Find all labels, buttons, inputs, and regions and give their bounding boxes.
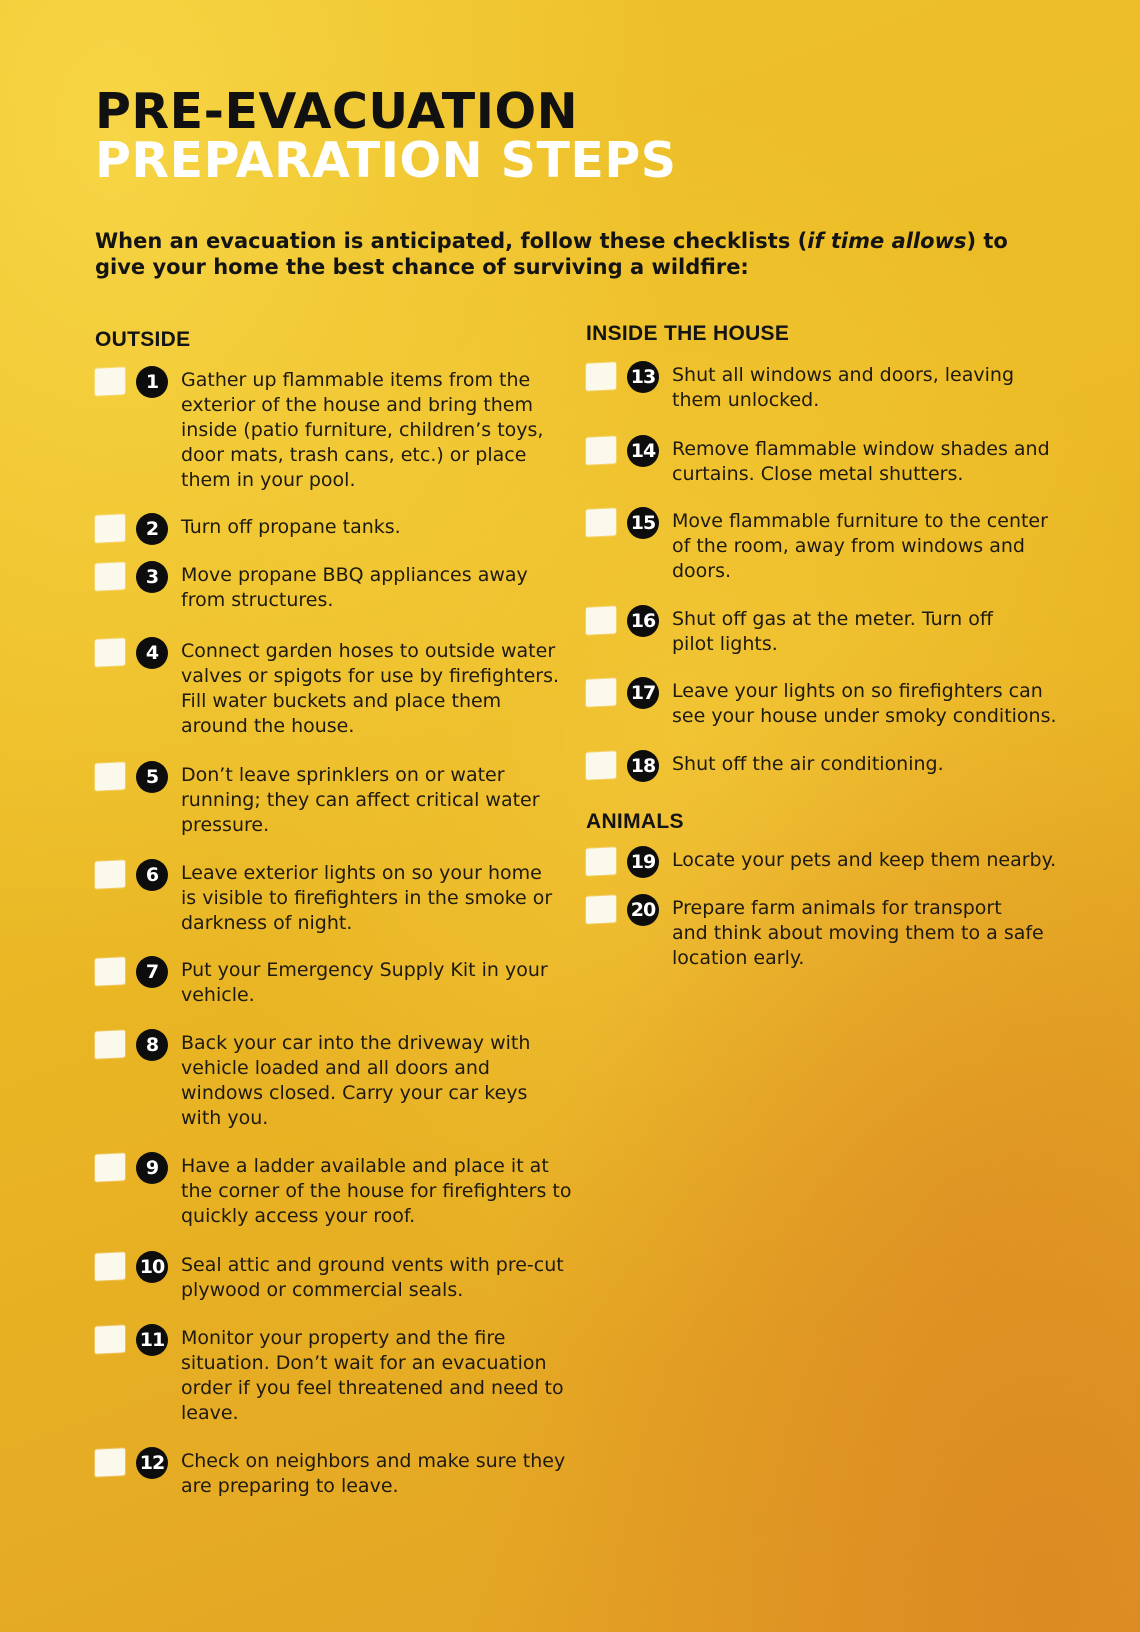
- item-number-badge: 16: [627, 605, 659, 637]
- item-number-badge: 18: [627, 750, 659, 782]
- item-text-line: around the house.: [181, 715, 355, 737]
- item-text-line: quickly access your roof.: [181, 1205, 416, 1227]
- item-text-line: from structures.: [181, 589, 334, 611]
- item-text-line: situation. Don’t wait for an evacuation: [181, 1352, 547, 1374]
- item-text-line: pressure.: [181, 814, 270, 836]
- checkbox[interactable]: [586, 362, 616, 391]
- checkbox[interactable]: [95, 514, 125, 543]
- item-text-line: them unlocked.: [672, 389, 820, 411]
- intro-text-part-1: When an evacuation is anticipated, follow these checklists (: [95, 229, 808, 253]
- item-text-line: the corner of the house for firefighters to: [181, 1180, 572, 1202]
- item-text-line: valves or spigots for use by firefighters.: [181, 665, 560, 687]
- item-text: [181, 368, 543, 493]
- checkbox[interactable]: [586, 678, 616, 707]
- item-number-badge: 6: [136, 859, 168, 891]
- item-text-line: curtains. Close metal shutters.: [672, 463, 964, 485]
- item-text-line: doors.: [672, 560, 732, 582]
- item-text-line: Prepare farm animals for transport: [672, 897, 1002, 919]
- item-number-badge: 12: [136, 1447, 168, 1479]
- checkbox[interactable]: [586, 606, 616, 635]
- item-text-line: Fill water buckets and place them: [181, 690, 502, 712]
- item-text-line: with you.: [181, 1107, 269, 1129]
- checkbox[interactable]: [95, 367, 125, 396]
- checkbox[interactable]: [95, 1448, 125, 1477]
- item-text-line: Don’t leave sprinklers on or water: [181, 764, 505, 786]
- item-number-badge: 3: [136, 561, 168, 593]
- item-number-badge: 10: [136, 1251, 168, 1283]
- item-text: [181, 1031, 530, 1131]
- checkbox[interactable]: [95, 957, 125, 986]
- item-text: [672, 848, 1056, 873]
- item-text-line: Gather up flammable items from the: [181, 369, 531, 391]
- page-title-line-2: PREPARATION STEPS: [95, 132, 677, 189]
- item-text-line: pilot lights.: [672, 633, 778, 655]
- item-text-line: them in your pool.: [181, 469, 356, 491]
- checkbox[interactable]: [95, 1153, 125, 1182]
- item-text: [672, 896, 1044, 971]
- item-number-badge: 5: [136, 761, 168, 793]
- item-text: [181, 1253, 564, 1303]
- checkbox[interactable]: [95, 638, 125, 667]
- page-title-line-1: PRE-EVACUATION: [95, 83, 579, 140]
- item-text: [672, 437, 1050, 487]
- item-text-line: Shut all windows and doors, leaving: [672, 364, 1015, 386]
- item-number-badge: 7: [136, 956, 168, 988]
- checkbox[interactable]: [586, 895, 616, 924]
- item-number-badge: 20: [627, 894, 659, 926]
- item-text-line: are preparing to leave.: [181, 1475, 399, 1497]
- checkbox[interactable]: [586, 847, 616, 876]
- item-number-badge: 2: [136, 513, 168, 545]
- item-text: [672, 752, 944, 777]
- checkbox[interactable]: [95, 1030, 125, 1059]
- item-number-badge: 17: [627, 677, 659, 709]
- item-text: [672, 607, 993, 657]
- item-text-line: of the room, away from windows and: [672, 535, 1025, 557]
- item-text-line: Remove flammable window shades and: [672, 438, 1050, 460]
- item-text-line: Have a ladder available and place it at: [181, 1155, 549, 1177]
- item-text-line: leave.: [181, 1402, 239, 1424]
- item-text-line: and think about moving them to a safe: [672, 922, 1044, 944]
- checkbox[interactable]: [586, 751, 616, 780]
- section-heading-outside: OUTSIDE: [95, 328, 191, 351]
- item-number-badge: 8: [136, 1029, 168, 1061]
- item-number-badge: 9: [136, 1152, 168, 1184]
- item-text-line: Shut off gas at the meter. Turn off: [672, 608, 993, 630]
- item-text: [181, 563, 528, 613]
- item-text-line: is visible to firefighters in the smoke or: [181, 887, 553, 909]
- item-text-line: Move propane BBQ appliances away: [181, 564, 528, 586]
- checkbox[interactable]: [586, 436, 616, 465]
- checkbox[interactable]: [95, 860, 125, 889]
- item-text-line: plywood or commercial seals.: [181, 1279, 464, 1301]
- item-text: [181, 1154, 572, 1229]
- item-text-line: vehicle.: [181, 984, 255, 1006]
- item-text-line: running; they can affect critical water: [181, 789, 540, 811]
- item-text-line: door mats, trash cans, etc.) or place: [181, 444, 527, 466]
- item-text: [181, 763, 540, 838]
- section-heading-inside: INSIDE THE HOUSE: [586, 322, 790, 345]
- item-number-badge: 14: [627, 435, 659, 467]
- item-text-line: Move flammable furniture to the center: [672, 510, 1048, 532]
- item-text-line: Locate your pets and keep them nearby.: [672, 849, 1057, 871]
- item-text-line: see your house under smoky conditions.: [672, 705, 1057, 727]
- item-text-line: Shut off the air conditioning.: [672, 753, 944, 775]
- intro-text-italic: if time allows: [807, 229, 967, 253]
- item-text-line: Put your Emergency Supply Kit in your: [181, 959, 548, 981]
- item-text-line: Monitor your property and the fire: [181, 1327, 506, 1349]
- item-text: [181, 1326, 564, 1426]
- item-text: [181, 515, 401, 540]
- item-number-badge: 19: [627, 846, 659, 878]
- item-text-line: windows closed. Carry your car keys: [181, 1082, 528, 1104]
- item-text-line: vehicle loaded and all doors and: [181, 1057, 490, 1079]
- item-text-line: darkness of night.: [181, 912, 353, 934]
- intro-text-part-2: ) to give your home the best chance of surviving a wildfire:: [95, 229, 1008, 279]
- item-text: [672, 679, 1057, 729]
- checkbox[interactable]: [95, 562, 125, 591]
- checkbox[interactable]: [95, 762, 125, 791]
- checkbox[interactable]: [586, 508, 616, 537]
- item-text-line: inside (patio furniture, children’s toys,: [181, 419, 544, 441]
- item-text-line: location early.: [672, 947, 805, 969]
- item-number-badge: 4: [136, 637, 168, 669]
- item-text: [181, 861, 552, 936]
- item-text: [672, 363, 1014, 413]
- item-text: [672, 509, 1048, 584]
- intro-text: [95, 228, 1015, 280]
- item-text-line: Seal attic and ground vents with pre-cut: [181, 1254, 564, 1276]
- item-number-badge: 1: [136, 366, 168, 398]
- item-text-line: order if you feel threatened and need to: [181, 1377, 564, 1399]
- item-text-line: exterior of the house and bring them: [181, 394, 533, 416]
- item-text-line: Turn off propane tanks.: [181, 516, 401, 538]
- item-number-badge: 15: [627, 507, 659, 539]
- checkbox[interactable]: [95, 1252, 125, 1281]
- item-text-line: Back your car into the driveway with: [181, 1032, 531, 1054]
- item-number-badge: 11: [136, 1324, 168, 1356]
- item-text: [181, 958, 548, 1008]
- section-heading-animals: ANIMALS: [586, 810, 684, 833]
- item-text-line: Leave exterior lights on so your home: [181, 862, 542, 884]
- item-text-line: Connect garden hoses to outside water: [181, 640, 556, 662]
- item-text-line: Leave your lights on so firefighters can: [672, 680, 1043, 702]
- item-text: [181, 1449, 565, 1499]
- item-number-badge: 13: [627, 361, 659, 393]
- item-text-line: Check on neighbors and make sure they: [181, 1450, 566, 1472]
- checkbox[interactable]: [95, 1325, 125, 1354]
- item-text: [181, 639, 559, 739]
